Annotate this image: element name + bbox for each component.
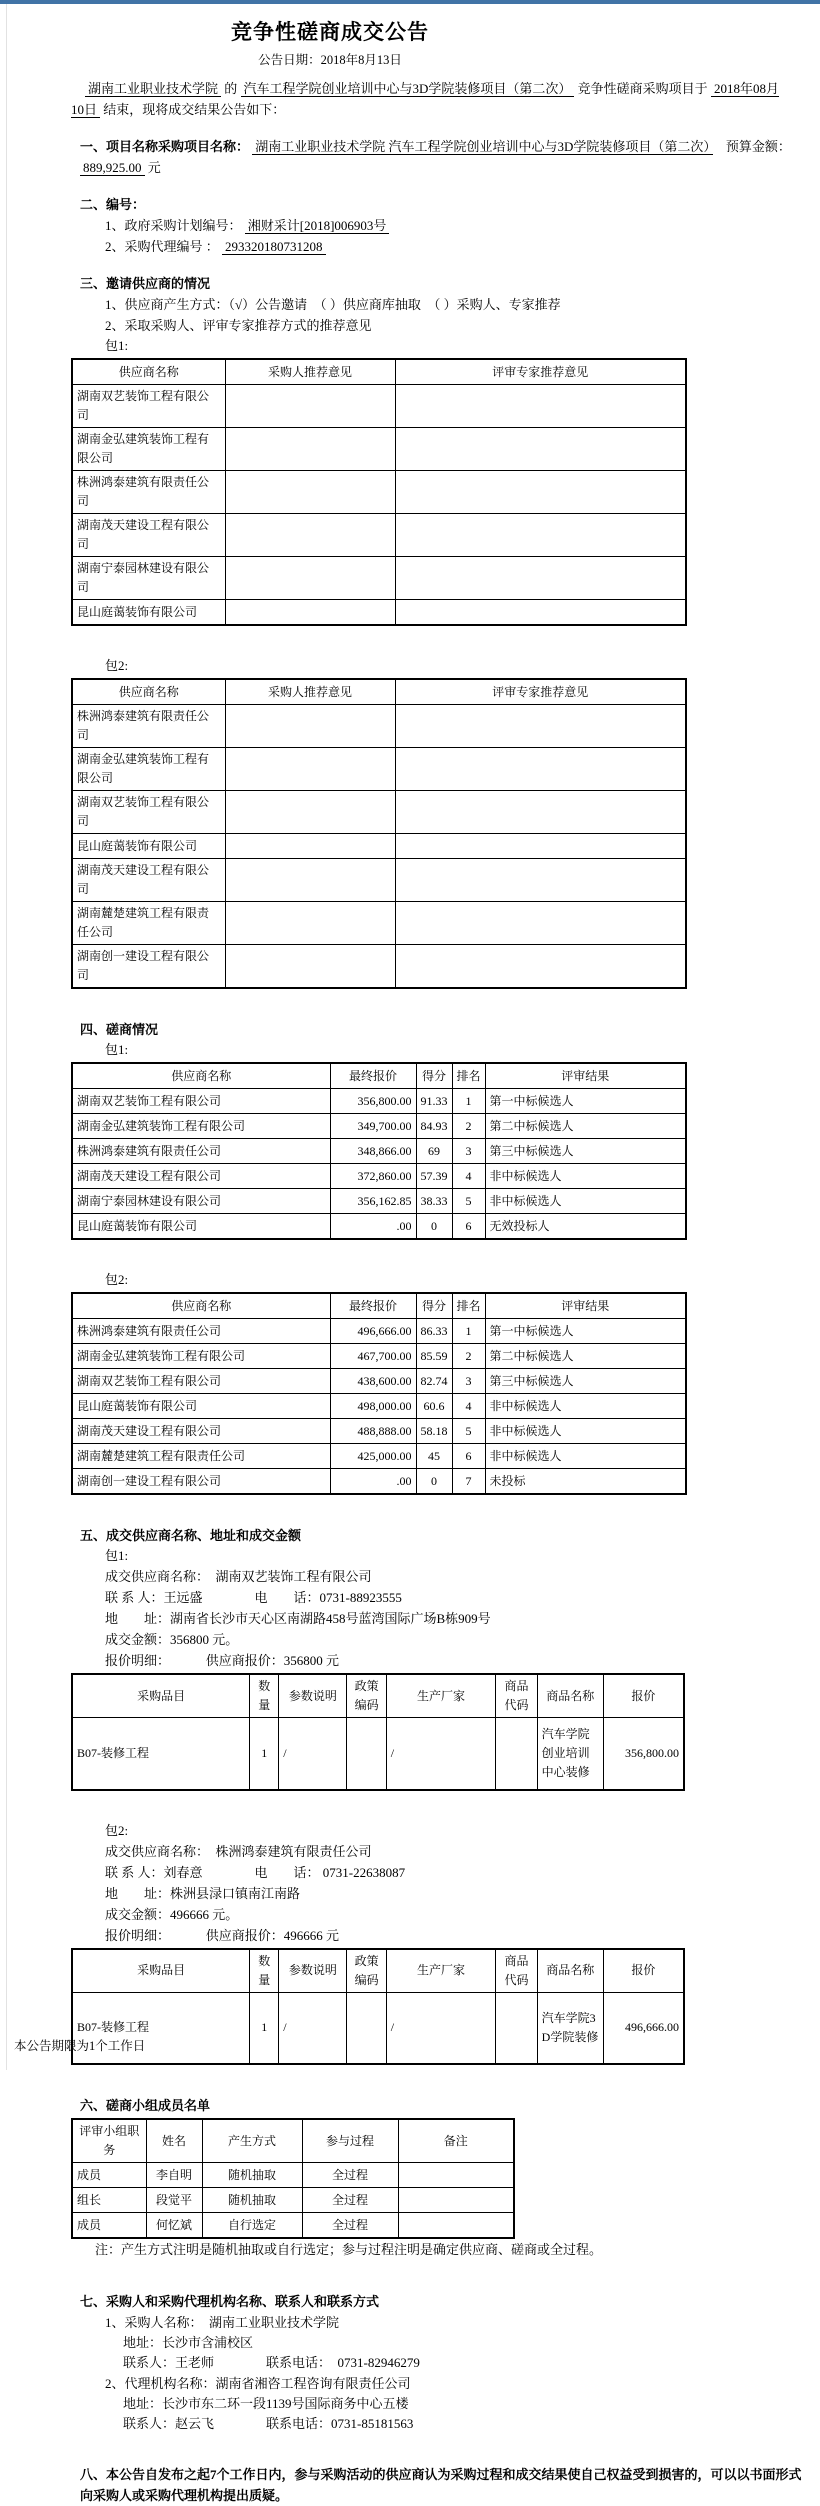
col-item: 采购品目 [72,1949,250,1993]
section-3-heading: 三、邀请供应商的情况 [80,276,211,291]
empty-cell [395,514,686,557]
supplier-cell: 湖南双艺装饰工程有限公司 [72,1089,330,1114]
empty-cell [225,428,395,471]
table-row [72,902,686,945]
empty-cell [225,514,395,557]
supplier-cell: 湖南金弘建筑装饰工程有限公司 [72,748,225,791]
agency-number-value: 293320180731208 [222,239,326,255]
section-7-heading: 七、采购人和采购代理机构名称、联系人和联系方式 [80,2294,380,2309]
supplier-cell: 湖南双艺装饰工程有限公司 [72,791,225,834]
process-cell: 全过程 [302,2163,398,2188]
project-name: 汽车工程学院创业培训中心与3D学院装修项目（第二次） [241,81,575,97]
method-cell: 随机抽取 [202,2163,302,2188]
supplier-cell: 株洲鸿泰建筑有限责任公司 [72,1139,330,1164]
qty-cell: 1 [250,1992,279,2064]
remark-cell [398,2213,514,2239]
quote-label: 报价明细： [105,1653,164,1668]
section-3 [71,273,796,989]
pkg1-label: 包1: [105,1548,129,1563]
col-score: 得分 [416,1293,452,1319]
col-item: 采购品目 [72,1674,250,1718]
supplier-source-line: 1、供应商产生方式：（√）公告邀请 （ ）供应商库抽取 （ ）采购人、专家推荐 [105,297,561,312]
empty-cell [225,471,395,514]
product-cell: 汽车学院3D学院装修 [537,1992,603,2064]
buyer-name: 湖南工业职业技术学院 [85,81,221,97]
supplier-cell: 湖南双艺装饰工程有限公司 [72,385,225,428]
section-8-text: 八、本公告自发布之起7个工作日内，参与采购活动的供应商认为采购过程和成交结果使自己权益受到损害的，可以以书面形式向采购人或采购代理机构提出质疑。 [80,2467,802,2503]
maker-cell: / [386,1718,496,1790]
agency-contact-line: 联系人：赵云飞 联系电话：0731-85181563 [123,2416,414,2431]
supplier-cell: 昆山庭蔼装饰有限公司 [72,834,225,859]
col-name: 姓名 [146,2119,202,2163]
table-row [72,1369,686,1394]
table-row [72,2213,514,2239]
panel-member-table [71,2118,515,2239]
pkg2-label: 包2: [105,1822,129,1838]
name-cell: 段觉平 [146,2188,202,2213]
supplier-cell: 湖南金弘建筑装饰工程有限公司 [72,1114,330,1139]
role-cell: 成员 [72,2213,146,2239]
section-4 [71,1019,796,1495]
plan-number-label: 1、政府采购计划编号： [105,218,242,233]
table-row [72,1319,686,1344]
col-final-price: 最终报价 [330,1063,416,1089]
score-cell: 82.74 [416,1369,452,1394]
rank-cell: 3 [452,1139,485,1164]
bid-table-pkg2 [71,1292,687,1495]
supplier-cell: 湖南宁泰园林建设有限公司 [72,557,225,600]
col-buyer-opinion: 采购人推荐意见 [225,359,395,385]
intro-paragraph [71,78,786,120]
panel-note: 注：产生方式注明是随机抽取或自行选定；参与过程注明是确定供应商、磋商或全过程。 [95,2242,603,2257]
result-cell: 非中标候选人 [485,1419,686,1444]
item-cell: B07-装修工程 [72,1718,250,1790]
empty-cell [395,428,686,471]
price-cell: 438,600.00 [330,1369,416,1394]
section-2 [71,194,796,257]
empty-cell [395,705,686,748]
score-cell: 45 [416,1444,452,1469]
score-cell: 60.6 [416,1394,452,1419]
rank-cell: 1 [452,1319,485,1344]
result-cell: 非中标候选人 [485,1164,686,1189]
score-cell: 91.33 [416,1089,452,1114]
winner-contact-line: 联 系 人：刘春意 电 话： 0731-22638087 [105,1864,406,1880]
table-row [72,557,686,600]
quote-value: 供应商报价：356800 元 [205,1653,340,1668]
col-qty: 数量 [250,1674,279,1718]
budget-unit: 元 [144,160,161,175]
table-row [72,1189,686,1214]
section-5-heading: 五、成交供应商名称、地址和成交金额 [80,1528,302,1543]
agency-number-label: 2、采购代理编号 ： [105,239,219,254]
price-cell: 348,866.00 [330,1139,416,1164]
col-product-name: 商品名称 [537,1949,603,1993]
table-row [72,1214,686,1240]
price-cell: 425,000.00 [330,1444,416,1469]
supplier-cell: 湖南茂天建设工程有限公司 [72,1164,330,1189]
table-row [72,834,686,859]
params-cell: / [279,1992,347,2064]
table-row [72,945,686,989]
table-row [72,1089,686,1114]
agency-name-line: 2、代理机构名称：湖南省湘咨工程咨询有限责任公司 [105,2376,411,2391]
col-result: 评审结果 [485,1063,686,1089]
col-supplier-name: 供应商名称 [72,1293,330,1319]
supplier-cell: 株洲鸿泰建筑有限责任公司 [72,1319,330,1344]
col-product-code: 商品代码 [496,1949,537,1993]
col-policy-code: 政策编码 [347,1949,386,1993]
supplier-cell: 株洲鸿泰建筑有限责任公司 [72,471,225,514]
supplier-cell: 昆山庭蔼装饰有限公司 [72,1394,330,1419]
result-cell: 无效投标人 [485,1214,686,1240]
buyer-contact-line: 联系人：王老师 联系电话： 0731-82946279 [123,2355,420,2370]
bid-table-pkg1 [71,1062,687,1240]
col-method: 产生方式 [202,2119,302,2163]
announce-date: 公告日期：2018年8月13日 [258,53,402,67]
empty-cell [395,600,686,626]
rank-cell: 5 [452,1189,485,1214]
winner-address-line: 地 址：湖南省长沙市天心区南湖路458号蓝湾国际广场B栋909号 [105,1611,491,1626]
supplier-cell: 昆山庭蔼装饰有限公司 [72,1214,330,1240]
table-row [72,600,686,626]
score-cell: 85.59 [416,1344,452,1369]
col-expert-opinion: 评审专家推荐意见 [395,679,686,705]
supplier-cell: 湖南麓楚建筑工程有限责任公司 [72,1444,330,1469]
col-manufacturer: 生产厂家 [386,1949,496,1993]
result-cell: 第一中标候选人 [485,1089,686,1114]
table-header-row [72,1949,684,1993]
rank-cell: 3 [452,1369,485,1394]
empty-cell [225,834,395,859]
item-cell: B07-装修工程 [72,1992,250,2064]
role-cell: 成员 [72,2163,146,2188]
pkg1-label: 包1: [105,338,129,353]
result-cell: 第三中标候选人 [485,1369,686,1394]
supplier-cell: 湖南茂天建设工程有限公司 [72,1419,330,1444]
rank-cell: 5 [452,1419,485,1444]
col-price: 报价 [603,1949,684,1993]
empty-cell [225,859,395,902]
price-cell: 372,860.00 [330,1164,416,1189]
quote-detail-line [105,1925,796,1946]
buyer-name-line: 1、采购人名称： 湖南工业职业技术学院 [105,2315,340,2330]
supplier-cell: 湖南金弘建筑装饰工程有限公司 [72,428,225,471]
intro-text: 竞争性磋商采购项目于 [574,81,711,96]
qty-cell: 1 [250,1718,279,1790]
section-2-heading: 二、编号： [80,197,146,212]
price-cell: 467,700.00 [330,1344,416,1369]
table-row [72,1718,684,1790]
price-cell: 496,666.00 [330,1319,416,1344]
score-cell: 0 [416,1214,452,1240]
table-row [72,471,686,514]
supplier-cell: 湖南麓楚建筑工程有限责任公司 [72,902,225,945]
page-title: 竞争性磋商成交公告 [231,20,429,44]
supplier-cell: 株洲鸿泰建筑有限责任公司 [72,705,225,748]
price-cell: 349,700.00 [330,1114,416,1139]
price-cell: 496,666.00 [603,1992,684,2064]
score-cell: 0 [416,1469,452,1495]
role-cell: 组长 [72,2188,146,2213]
process-cell: 全过程 [302,2213,398,2239]
supplier-cell: 湖南茂天建设工程有限公司 [72,859,225,902]
section-1-heading: 一、项目名称采购项目名称： [80,139,250,154]
section-6-heading: 六、磋商小组成员名单 [80,2098,211,2113]
rank-cell: 7 [452,1469,485,1495]
result-cell: 第二中标候选人 [485,1114,686,1139]
table-header-row [72,359,686,385]
result-cell: 未投标 [485,1469,686,1495]
name-cell: 李自明 [146,2163,202,2188]
supplier-table-pkg2 [71,678,687,989]
section-6 [71,2095,796,2261]
col-params: 参数说明 [279,1674,347,1718]
col-manufacturer: 生产厂家 [386,1674,496,1718]
supplier-cell: 湖南宁泰园林建设有限公司 [72,1189,330,1214]
empty-cell [395,557,686,600]
score-cell: 38.33 [416,1189,452,1214]
rank-cell: 6 [452,1444,485,1469]
empty-cell [395,902,686,945]
col-buyer-opinion: 采购人推荐意见 [225,679,395,705]
section-5 [71,1525,796,2065]
score-cell: 58.18 [416,1419,452,1444]
empty-cell [225,557,395,600]
table-row [72,514,686,557]
col-score: 得分 [416,1063,452,1089]
result-cell: 第二中标候选人 [485,1344,686,1369]
quote-detail-line [105,1650,796,1671]
item-table-pkg2 [71,1948,685,2066]
section-7 [71,2291,796,2434]
table-row [72,1394,686,1419]
empty-cell [225,902,395,945]
table-row [72,748,686,791]
score-cell: 57.39 [416,1164,452,1189]
rank-cell: 2 [452,1344,485,1369]
empty-cell [225,385,395,428]
col-expert-opinion: 评审专家推荐意见 [395,359,686,385]
result-cell: 非中标候选人 [485,1394,686,1419]
table-header-row [72,1063,686,1089]
empty-cell [225,945,395,989]
supplier-cell: 湖南金弘建筑装饰工程有限公司 [72,1344,330,1369]
col-rank: 排名 [452,1063,485,1089]
col-supplier-name: 供应商名称 [72,679,225,705]
params-cell: / [279,1718,347,1790]
product-cell: 汽车学院创业培训中心装修 [537,1718,603,1790]
table-row [72,791,686,834]
section-1 [80,136,795,178]
empty-cell [395,748,686,791]
table-row [72,428,686,471]
empty-cell [395,834,686,859]
document-header [0,16,660,68]
col-product-name: 商品名称 [537,1674,603,1718]
table-row [72,2163,514,2188]
remark-cell [398,2163,514,2188]
intro-text: 的 [221,81,241,96]
table-row [72,385,686,428]
col-process: 参与过程 [302,2119,398,2163]
price-cell: 356,800.00 [330,1089,416,1114]
col-qty: 数量 [250,1949,279,1993]
col-supplier-name: 供应商名称 [72,359,225,385]
price-cell: 488,888.00 [330,1419,416,1444]
table-header-row [72,679,686,705]
name-cell: 何忆斌 [146,2213,202,2239]
project-name-full: 湖南工业职业技术学院 汽车工程学院创业培训中心与3D学院装修项目（第二次） [252,139,713,155]
winner-name-line: 成交供应商名称： 株洲鸿泰建筑有限责任公司 [105,1843,372,1859]
plan-number-line [105,215,796,236]
budget-value: 889,925.00 [80,160,145,176]
supplier-cell: 湖南茂天建设工程有限公司 [72,514,225,557]
method-cell: 自行选定 [202,2213,302,2239]
end-date: 2018年08月10日 [71,81,779,117]
table-row [72,1164,686,1189]
rank-cell: 2 [452,1114,485,1139]
winner-contact-line: 联 系 人：王远盛 电 话：0731-88923555 [105,1590,402,1605]
pkg2-label: 包2: [105,658,129,673]
empty-cell [225,705,395,748]
agency-address-line: 地址：长沙市东二环一段1139号国际商务中心五楼 [123,2396,409,2411]
col-final-price: 最终报价 [330,1293,416,1319]
supplier-table-pkg1 [71,358,687,626]
section-8 [71,2464,802,2506]
score-cell: 86.33 [416,1319,452,1344]
table-row [72,1444,686,1469]
table-row [72,705,686,748]
rank-cell: 4 [452,1394,485,1419]
table-header-row [72,2119,514,2163]
result-cell: 第三中标候选人 [485,1139,686,1164]
policy-cell [347,1718,386,1790]
col-remark: 备注 [398,2119,514,2163]
process-cell: 全过程 [302,2188,398,2213]
col-params: 参数说明 [279,1949,347,1993]
intro-text: 结束，现将成交结果公告如下： [100,102,286,117]
col-policy-code: 政策编码 [347,1674,386,1718]
deal-amount-line: 成交金额：496666 元。 [105,1906,239,1922]
announcement-period-footer: 本公告期限为1个工作日 [14,2039,146,2053]
policy-cell [347,1992,386,2064]
rank-cell: 4 [452,1164,485,1189]
agency-number-line [105,236,796,257]
empty-cell [225,748,395,791]
supplier-cell: 昆山庭蔼装饰有限公司 [72,600,225,626]
result-cell: 第一中标候选人 [485,1319,686,1344]
method-cell: 随机抽取 [202,2188,302,2213]
price-cell: 498,000.00 [330,1394,416,1419]
col-price: 报价 [603,1674,684,1718]
table-row [72,1992,684,2064]
table-row [72,1469,686,1495]
col-role: 评审小组职务 [72,2119,146,2163]
table-header-row [72,1293,686,1319]
score-cell: 69 [416,1139,452,1164]
deal-amount-line: 成交金额：356800 元。 [105,1632,239,1647]
supplier-cell: 湖南创一建设工程有限公司 [72,1469,330,1495]
rank-cell: 1 [452,1089,485,1114]
code-cell [496,1992,537,2064]
result-cell: 非中标候选人 [485,1444,686,1469]
price-cell: .00 [330,1214,416,1240]
pkg1-label: 包1: [105,1042,129,1057]
empty-cell [395,471,686,514]
left-edge-line [6,4,7,2070]
maker-cell: / [386,1992,496,2064]
quote-label: 报价明细： [105,1927,164,1943]
section-4-heading: 四、磋商情况 [80,1022,159,1037]
col-product-code: 商品代码 [496,1674,537,1718]
code-cell [496,1718,537,1790]
empty-cell [395,859,686,902]
empty-cell [225,600,395,626]
quote-value: 供应商报价：496666 元 [205,1927,340,1943]
remark-cell [398,2188,514,2213]
rank-cell: 6 [452,1214,485,1240]
winner-address-line: 地 址：株洲县渌口镇南江南路 [105,1885,301,1901]
pkg2-label: 包2: [105,1272,129,1287]
price-cell: 356,800.00 [603,1718,684,1790]
empty-cell [395,791,686,834]
buyer-address-line: 地址：长沙市含浦校区 [123,2335,254,2350]
budget-label: 预算金额： [712,139,791,154]
empty-cell [225,791,395,834]
winner-name-line: 成交供应商名称： 湖南双艺装饰工程有限公司 [105,1569,372,1584]
table-row [72,1139,686,1164]
plan-number-value: 湘财采计[2018]006903号 [245,218,390,234]
score-cell: 84.93 [416,1114,452,1139]
supplier-cell: 湖南双艺装饰工程有限公司 [72,1369,330,1394]
table-row [72,2188,514,2213]
col-rank: 排名 [452,1293,485,1319]
empty-cell [395,385,686,428]
empty-cell [395,945,686,989]
recommend-line: 2、采取采购人、评审专家推荐方式的推荐意见 [105,318,372,333]
col-result: 评审结果 [485,1293,686,1319]
table-header-row [72,1674,684,1718]
result-cell: 非中标候选人 [485,1189,686,1214]
supplier-cell: 湖南创一建设工程有限公司 [72,945,225,989]
price-cell: .00 [330,1469,416,1495]
table-row [72,1419,686,1444]
table-row [72,1344,686,1369]
item-table-pkg1 [71,1673,685,1791]
table-row [72,859,686,902]
col-supplier-name: 供应商名称 [72,1063,330,1089]
table-row [72,1114,686,1139]
price-cell: 356,162.85 [330,1189,416,1214]
